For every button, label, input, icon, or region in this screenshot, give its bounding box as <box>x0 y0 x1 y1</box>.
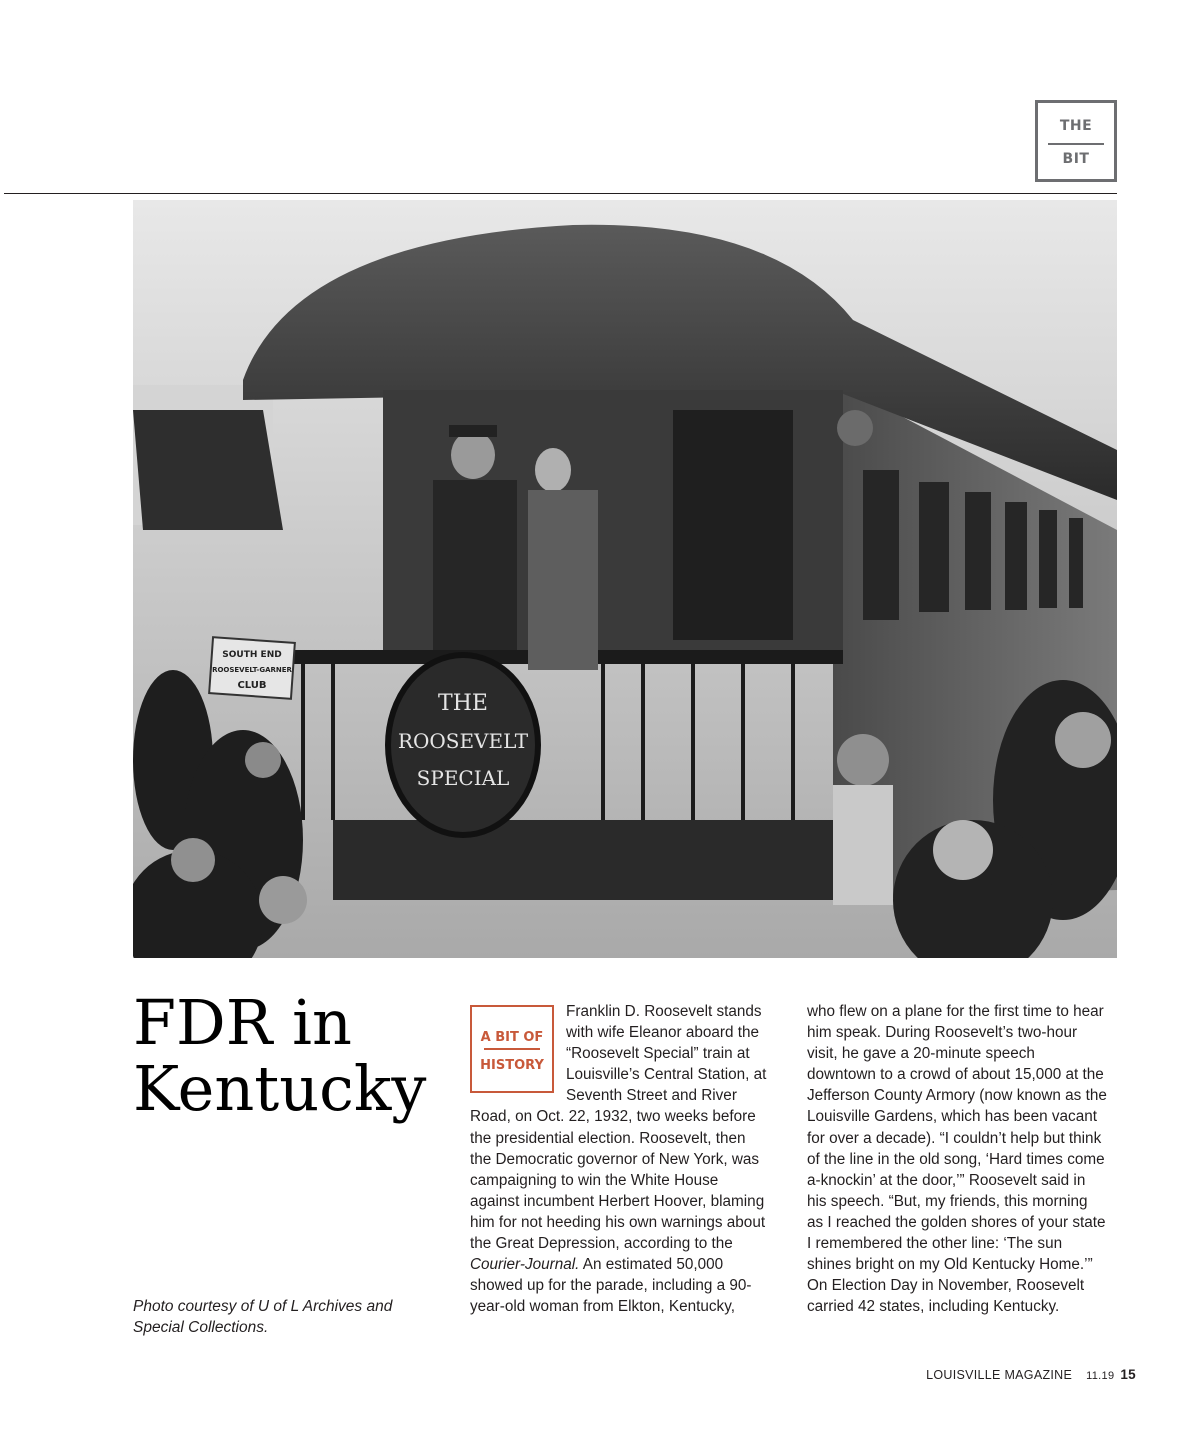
issue-date: 11.19 <box>1086 1370 1115 1382</box>
kicker-line-1: A BIT OF <box>480 1030 544 1045</box>
club-sign-line-2: ROOSEVELT-GARNER <box>212 666 292 674</box>
train-undercarriage <box>333 820 893 900</box>
drum-line-2: ROOSEVELT <box>397 729 529 753</box>
article-text-1: Franklin D. Roosevelt stands with wife Eleanor aboard the “Roosevelt Special” train at Louisville’s Central Station, at Seventh Street and River Road, on Oct. 22, 1932, two weeks before the presidential election. Roosevelt, then the Democratic governor of New York, was campaigning to win the White House against incumbent Herbert Hoover, blaming him for not heeding his own warnings about the Great Depression, according to the <box>470 1003 767 1253</box>
drum-line-3: SPECIAL <box>416 766 510 790</box>
train-photo-illustration <box>133 200 1117 958</box>
article-paragraph-2: who flew on a plane for the first time to hear him speak. During Roosevelt’s two-hour visit, he gave a 20-minute speech downtown to a crowd of about 15,000 at the Jefferson County Armory (now known as the Louisville Gardens, which has been vacant for over a decade). “I couldn’t help but think of the line in the old song, ‘Hard times come a-knockin’ at the door,’” Roosevelt said in his speech. “But, my friends, this morning as I reached the golden shores of your state I remembered the other line: ‘The sun shines bright on my Old Kentucky Home.’” On Election Day in November, Roosevelt carried 42 states, including Kentucky. <box>807 1003 1107 1316</box>
article-column-2 <box>807 1001 1107 1317</box>
hero-photo <box>133 200 1117 958</box>
roosevelt-special-drum <box>388 655 538 835</box>
magazine-name: LOUISVILLE MAGAZINE <box>926 1368 1073 1382</box>
headline-line-1: FDR in <box>133 986 352 1059</box>
drum-line-1: THE <box>438 691 488 716</box>
lantern <box>837 410 873 446</box>
page-number: 15 <box>1120 1367 1136 1382</box>
headline-line-2: Kentucky <box>133 1052 427 1125</box>
section-badge-divider <box>1048 143 1104 145</box>
kicker-line-2: HISTORY <box>480 1058 544 1073</box>
section-badge <box>1035 100 1117 182</box>
header-rule <box>4 193 1117 194</box>
photo-credit: Photo courtesy of U of L Archives and Special Collections. <box>133 1298 393 1336</box>
kicker-divider <box>484 1048 540 1050</box>
awning <box>133 410 283 530</box>
article-text-2: An estimated 50,000 showed up for the parade, including a 90-year-old woman from Elkton, Kentucky, <box>470 1256 752 1316</box>
article-column-1 <box>470 1001 770 1317</box>
source-citation: Courier-Journal. <box>470 1256 580 1274</box>
rear-doorway <box>673 410 793 640</box>
page-folio <box>926 1367 1136 1382</box>
club-sign-line-1: SOUTH END <box>222 650 282 660</box>
section-badge-line1: THE <box>1059 118 1093 134</box>
section-badge-line2: BIT <box>1062 151 1090 167</box>
kicker-badge <box>470 1005 554 1093</box>
article-headline <box>133 986 427 1125</box>
club-sign <box>209 637 295 699</box>
club-sign-line-3: CLUB <box>237 680 267 691</box>
